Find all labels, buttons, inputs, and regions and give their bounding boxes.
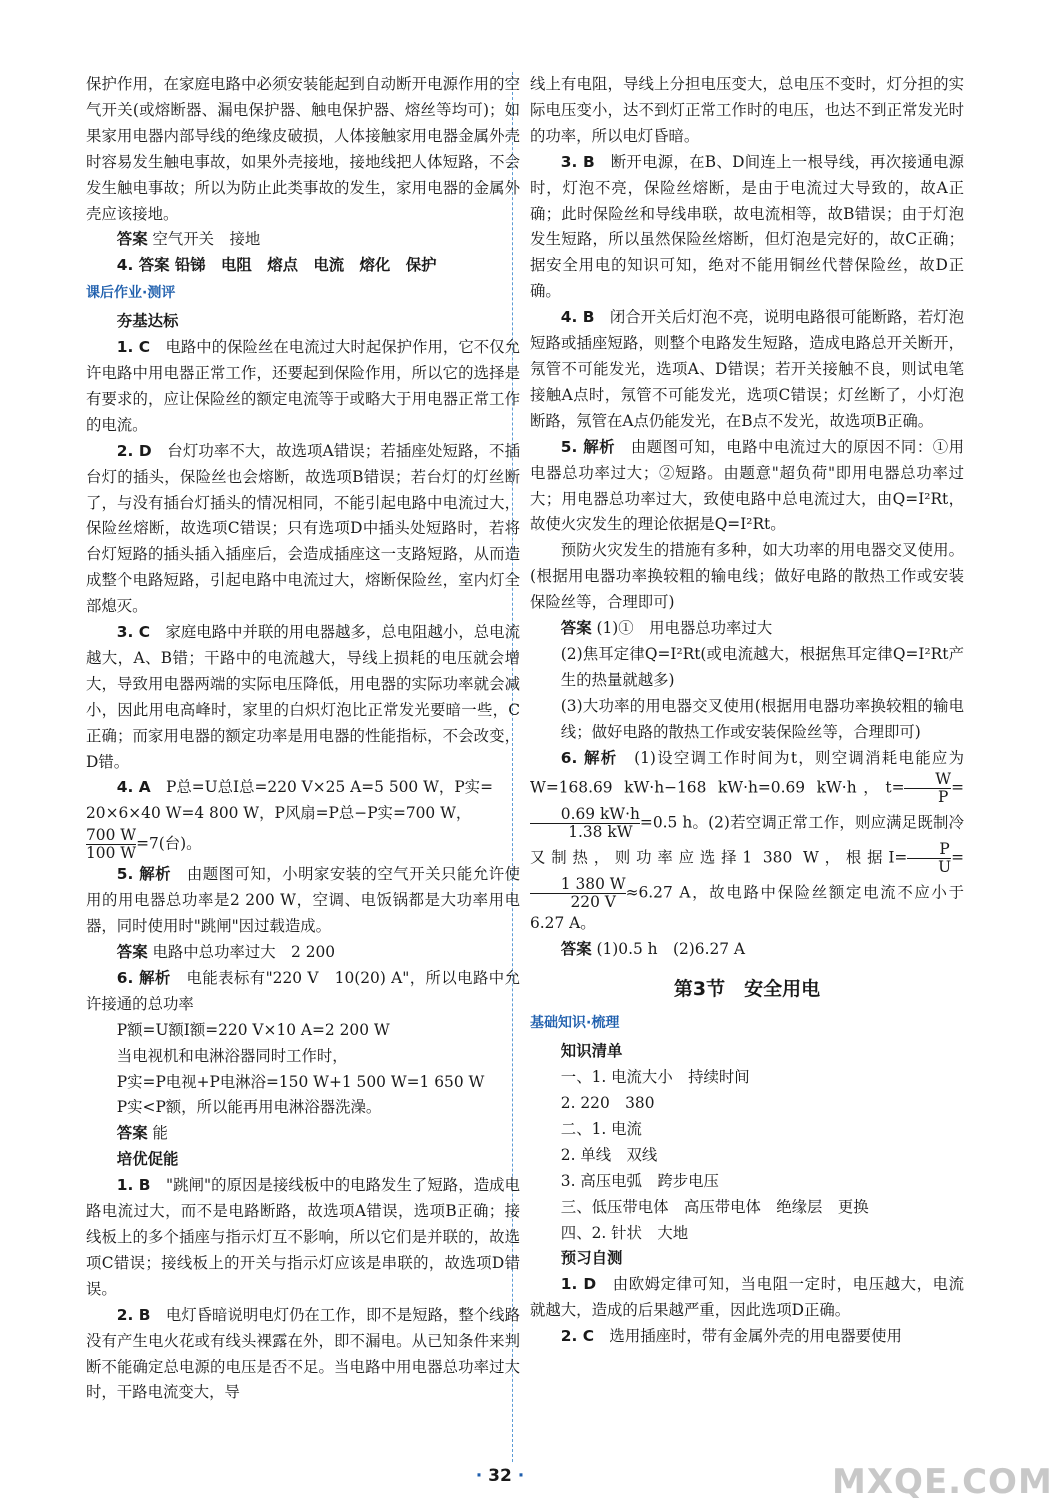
answer-line: (2)焦耳定律Q=I²Rt(或电流越大，根据焦耳定律Q=I²Rt产生的热量就越多) [560, 644, 964, 689]
question-b2: 2. B 电灯昏暗说明电灯仍在工作，即不是短路，整个线路没有产生电火花或有线头裸露在外，即不漏电。从已知条件来判断不能确定总电源的电压是否不足。当电路中用电器总功率过大时，干路电流变大，导 [86, 1305, 520, 1402]
answer-line: 答案 (1)① 用电器总功率过大 [560, 619, 773, 638]
paragraph: 保护作用，在家庭电路中必须安装能起到自动断开电源作用的空气开关(或熔断器、漏电保护器、触电保护器、熔丝等均可)；如果家用电器内部导线的绝缘皮破损，人体接触家用电器金属外壳时容易发生触电事故，如果外壳接地，接地线把人体短路，不会发生触电事故；所以为防止此类事故的发生，家用电器的金属外壳应该接地。 [86, 75, 520, 223]
question-b6: 6. 解析 (1)设空调工作时间为t，则空调消耗电能应为W=168.69 kW·h−168 kW·h=0.69 kW·h，t= $\frac{W}{P}$ = $\frac{0.69 kW\cdot h}{1.38 kW}$ =0.5 h。(2)若空调正常工作，则应满足既制冷又制热，则功率应选择1 380 W，根据I= $\frac{P}{U}$ = $\frac{1 380 W}{220 V}$ ≈6.27 A，故电路中保险丝额定电流不应小于6.27 A。 [530, 748, 964, 933]
subsection-title: 夯基达标 [116, 312, 179, 331]
answer-line: 答案 (1)0.5 h (2)6.27 A [560, 940, 746, 959]
subsection-title: 培优促能 [116, 1150, 179, 1169]
list-item: 2. 220 380 [560, 1094, 655, 1112]
question-3: 3. C 家庭电路中并联的用电器越多，总电阻越小，总电流越大，A、B错；干路中的电流越大，导线上损耗的电压就会增大，导致用电器两端的实际电压降低，用电器的实际功率就会减小，因此用电高峰时，家里的白炽灯泡比正常发光要暗一些，C正确；而家用电器的额定功率是用电器的性能指标，不会改变，D错。 [86, 623, 520, 771]
answer-line: 答案 电路中总功率过大 2 200 [116, 943, 336, 961]
list-item: 2. 单线 双线 [560, 1145, 658, 1164]
equation: P实<P额，所以能再用电淋浴器洗澡。 [116, 1098, 382, 1117]
section-title: 课后作业·测评 [86, 285, 176, 302]
equation: 当电视机和电淋浴器同时工作时， [116, 1046, 348, 1065]
answer-line: (3)大功率的用电器交叉使用(根据用电器功率换较粗的输电线；做好电路的散热工作或安装保险丝等，合理即可) [560, 696, 964, 741]
subsection-title: 预习自测 [560, 1249, 623, 1268]
answer-line: 答案 能 [116, 1124, 168, 1143]
question-2: 2. D 台灯功率不大，故选项A错误；若插座处短路，不插台灯的插头，保险丝也会熔断，故选项B错误；若台灯的灯丝断了，与没有插台灯插头的情况相同，不能引起电路中电流过大，保险丝熔断，故选项C错误；只有选项D中插头处短路时，若将台灯短路的插头插入插座后，会造成插座这一支路短路，从而造成整个电路短路，引起电路中电流过大，熔断保险丝，室内灯全部熄灭。 [86, 441, 520, 616]
question-b3: 3. B 断开电源，在B、D间连上一根导线，再次接通电源时，灯泡不亮，保险丝熔断，是由于电流过大导致的，故A正确；此时保险丝和导线串联，故电流相等，故B错误；由于灯泡发生短路，所以虽然保险丝熔断，但灯泡是完好的，故C正确；据安全用电的知识可知，绝对不能用铜丝代替保险丝，故D正确。 [530, 152, 964, 301]
section-title: 基础知识·梳理 [530, 1015, 620, 1032]
list-item: 一、1. 电流大小 持续时间 [560, 1068, 750, 1087]
question-4-fraction: $\frac{700 W}{100 W}$ =7(台)。 [86, 826, 202, 863]
equation: P实=P电视+P电淋浴=150 W+1 500 W=1 650 W [116, 1072, 485, 1091]
subsection-title: 知识清单 [560, 1042, 623, 1061]
question-p1: 1. D 由欧姆定律可知，当电阻一定时，电压越大，电流就越大，造成的后果越严重，因此选项D正确。 [530, 1275, 964, 1320]
question-5: 5. 解析 由题图可知，小明家安装的空气开关只能允许使用的用电器总功率是2 200 W，空调、电饭锅都是大功率用电器，同时使用时"跳闸"因过载造成。 [86, 865, 520, 936]
paragraph: 预防火灾发生的措施有多种，如大功率的用电器交叉使用。(根据用电器功率换较粗的输电线；做好电路的散热工作或安装保险丝等，合理即可) [530, 541, 964, 612]
question-4: 4. A P总=U总I总=220 V×25 A=5 500 W，P实= [116, 778, 493, 797]
left-column [86, 72, 520, 1406]
question-1: 1. C 电路中的保险丝在电流过大时起保护作用，它不仅允许电路中用电器正常工作，还要起到保险作用，所以它的选择是有要求的，应让保险丝的额定电流等于或略大于用电器正常工作的电流。 [86, 338, 520, 434]
question-6: 6. 解析 电能表标有"220 V 10(20) A"，所以电路中允许接通的总功率 [86, 968, 520, 1013]
watermark: MXQE.COM [832, 1462, 1053, 1502]
list-item: 3. 高压电弧 跨步电压 [560, 1171, 719, 1190]
page-number: · 32 · [475, 1466, 525, 1486]
chapter-title: 第3节 安全用电 [673, 978, 821, 1001]
question-b4: 4. B 闭合开关后灯泡不亮，说明电路很可能断路，若灯泡短路或插座短路，则整个电路发生短路，造成电路总开关断开，氖管不可能发光，选项A、D错误；若开关接触不良，则试电笔接触A点时，氖管不可能发光，选项C错误；灯丝断了，小灯泡断路，氖管在A点仍能发光，在B点不发光，故选项B正确。 [530, 308, 964, 430]
answer-line: 答案 空气开关 接地 [116, 230, 261, 249]
question-4-line: 20×6×40 W=4 800 W，P风扇=P总−P实=700 W， [86, 804, 472, 823]
list-item: 四、2. 针状 大地 [560, 1223, 689, 1242]
question-b5: 5. 解析 由题图可知，电路中电流过大的原因不同：①用电器总功率过大；②短路。由题意"超负荷"即用电器总功率过大；用电器总功率过大，致使电路中总电流过大，由Q=I²Rt，故使火灾发生的理论依据是Q=I²Rt。 [530, 437, 964, 534]
equation: P额=U额I额=220 V×10 A=2 200 W [116, 1020, 390, 1039]
right-column [530, 72, 964, 1350]
answer-line: 4. 答案 铅锑 电阻 熔点 电流 熔化 保护 [116, 256, 437, 275]
list-item: 三、低压带电体 高压带电体 绝缘层 更换 [560, 1197, 869, 1216]
question-p2: 2. C 选用插座时，带有金属外壳的用电器要使用 [560, 1327, 902, 1346]
paragraph: 线上有电阻，导线上分担电压变大，总电压不变时，灯分担的实际电压变小，达不到灯正常工作时的电压，也达不到正常发光时的功率，所以电灯昏暗。 [530, 75, 964, 145]
question-b1: 1. B "跳闸"的原因是接线板中的电路发生了短路，造成电路电流过大，而不是电路断路，故选项A错误，选项B正确；接线板上的多个插座与指示灯互不影响，所以它们是并联的，故选项C错误；接线板上的开关与指示灯应该是串联的，故选项D错误。 [86, 1176, 520, 1298]
list-item: 二、1. 电流 [560, 1119, 642, 1138]
